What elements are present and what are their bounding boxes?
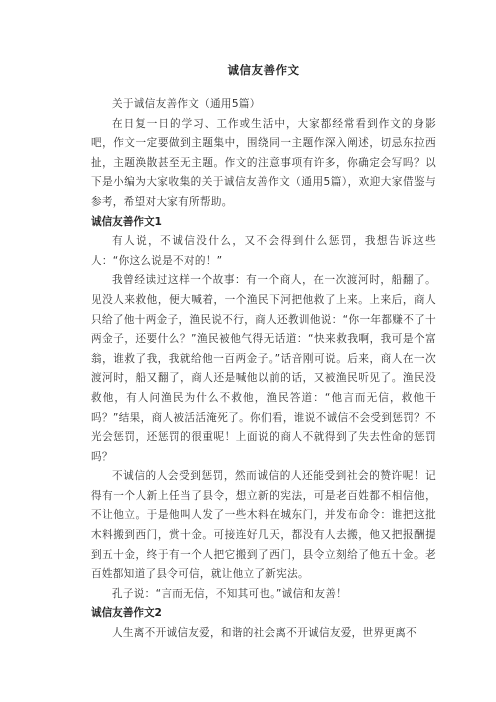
section-1-paragraph-2: 我曾经读过这样一个故事：有一个商人，在一次渡河时，船翻了。见没人来救他，便大喊着，一个渔民下河把他救了上来。上来后，商人只给了他十两金子，渔民说不行，商人还教训他说：“你一年都赚不了十两金子，还要什么？”渔民被他气得无话道：“快来救我啊，我可是个富翁，谁救了我，我就给他一百两金子。”话音刚可说。后来，商人在一次渡河时，船又翻了，商人还是喊他以前的话，又被渔民听见了。渔民没救他，有人问渔民为什么不救他，渔民答道：“他言而无信，救他干吗？”结果，商人被活活淹死了。你们看，谁说不诚信不会受到惩罚？不光会惩罚，还惩罚的很重呢！上面说的商人不就得到了失去性命的惩罚吗？ <box>91 274 436 463</box>
intro-title: 关于诚信友善作文（通用5篇） <box>112 98 261 110</box>
section-2-heading: 诚信友善作文2 <box>91 607 162 620</box>
intro-paragraph: 在日复一日的学习、工作或生活中，大家都经常看到作文的身影吧，作文一定要做到主题集中，围绕同一主题作深入阐述，切忌东拉西扯，主题涣散甚至无主题。作文的注意事项有许多，你确定会写吗？以下是小编为大家收集的关于诚信友善作文（通用5篇），欢迎大家借鉴与参考，希望对大家有所帮助。 <box>91 117 436 208</box>
section-1-heading: 诚信友善作文1 <box>91 215 162 228</box>
section-1-paragraph-3: 不诚信的人会受到惩罚，然而诚信的人还能受到社会的赞许呢！记得有一个人新上任当了县令，想立新的宪法，可是老百姓都不相信他，不让他立。于是他叫人发了一些木料在城东门，并发布命令：谁把这批木料搬到西门，赏十金。可接连好几天，都没有人去搬，他又把报酬提到五十金，终于有一个人把它搬到了西门，县令立刻给了他五十金。老百姓都知道了县令可信，就让他立了新宪法。 <box>91 470 436 581</box>
section-2-paragraph-1: 人生离不开诚信友爱，和谐的社会离不开诚信友爱，世界更离不 <box>112 627 418 640</box>
section-1-paragraph-1: 有人说，不诚信没什么，又不会得到什么惩罚，我想告诉这些人：“你这么说是不对的！” <box>91 235 436 267</box>
document-title: 诚信友善作文 <box>227 63 300 77</box>
section-1-paragraph-4: 孔子说：“言而无信，不知其可也。”诚信和友善！ <box>112 587 348 600</box>
